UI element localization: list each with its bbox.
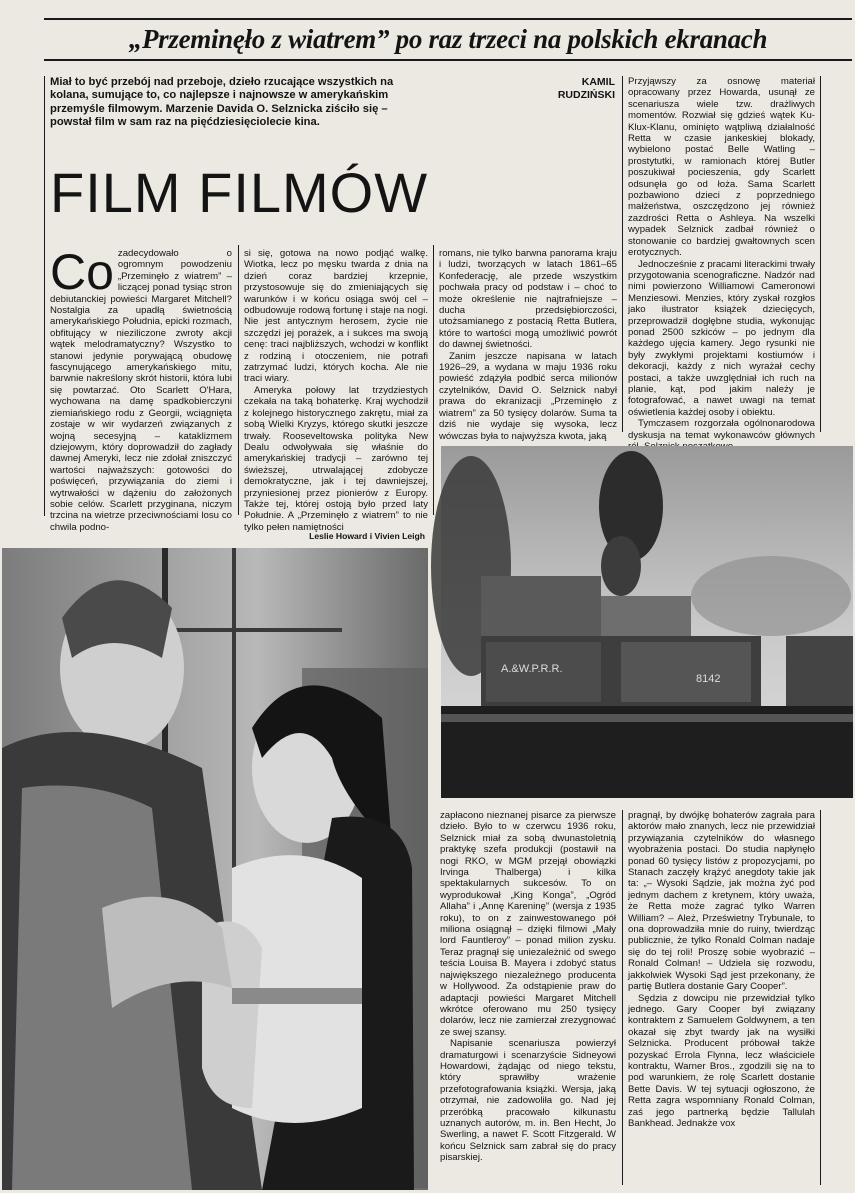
paragraph: zadecydowało o ogromnym powodzeniu „Przeminęło z wiatrem” – liczącej ponad tysiąc stron debiutanckiej powieści Margaret Mitchell? Nostalgia za upadłą świetnością amerykańskiego Południa, epicki rozmach, obfitujący w nieziliczone zwroty akcji wątek melodramatyczny? Wszystko to stanowi jedynie porywającą obudowę fascynującego amerykańskiego mitu, barwnie nakreślony skrót historii, która lubi się powtarzać. Oto Scarlett O'Hara, wychowana na damę spadkobierczyni ziemiańskiego rodu z Georgii, wciągnięta zostaje w wir wydarzeń związanych z wojną secesyjną – kataklizmem dziejowym, który doprowadził do zagłady dawnej Ameryki, lecz nie zdołał zniszczyć wartości najważszych: gotowości do poświęceń, przywiązania do ziemi i wytrwałości w dążeniu do założonych sobie celów. Scarlett przyginana, niczym trzcina na wietrze przeciwnościami losu co chwila podno- bbox=[50, 248, 232, 533]
paragraph: Napisanie scenariusza powierzył dramaturgowi i scenarzyście Sidneyowi Howardowi, żądając od niego tekstu, który sprawiłby wrażenie przefotografowania książki. Wersja, jaką otrzymał, nie zadowoliła go. Nad jej przeróbką pracowało kilkunastu uznanych autorów, m. in. Ben Hecht, Jo Swerling, a nawet F. Scott Fitzgerald. W końcu Selznick sam zabrał się do pracy pisarskiej. bbox=[440, 1038, 616, 1164]
couple-photo bbox=[2, 548, 428, 1190]
text-column-4 bbox=[628, 76, 815, 441]
text-column-6 bbox=[628, 810, 815, 1190]
lead-paragraph: Miał to być przebój nad przeboje, dzieło rzucające wszystkich na kolana, sumujące to, co najlepsze i najnowsze w amerykańskim przemyśle filmowym. Marzenie Davida O. Selznicka ziściło się – powstał film w sam raz na pięćdziesięciolecie kina. bbox=[50, 76, 394, 129]
paragraph: Przyjąwszy za osnowę materiał opracowany przez Howarda, usunął ze scenariusza wiele tzw. drażliwych momentów. Rozwiał się gdzieś wątek Ku-Klux-Klanu, ominięto wątpliwą działalność Retta w czasie jankeskiej blokady, wybielono postać Belle Watling – prostytutki, w ramionach której Butler poszukiwał pocieszenia, gdy Scarlett odsunęła go od łoża. Sama Scarlett pozbawiono dzieci z poprzedniego małżeństwa, oszczędzono jej również zazdrości Retta o Ashleya. Na wszelki wypadek Selznick zadbał również o stonowanie co bardziej gwałtownych scen erotycznych. bbox=[628, 76, 815, 259]
paragraph: si się, gotowa na nowo podjąć walkę. Wiotka, lecz po męsku twarda z dnia na dzień coraz bardziej krzepnie, przystosowuje się do zmieniających się warunków i w końcu osiąga swój cel – odbudowuje rodową fortunę i staje na nogi. Nie jest antycznym herosem, życie nie szczędzi jej porażek, a i sukces ma swoją cenę: traci najbliższych, wchodzi w konflikt z rodziną i otoczeniem, nie potrafi zatrzymać ludzi, których kocha. Ale nie traci wiary. bbox=[244, 248, 428, 385]
text-column-2 bbox=[244, 248, 428, 533]
paragraph: pragnął, by dwójkę bohaterów zagrała para aktorów mało znanych, lecz nie przewidział przywiązania czytelników do własnego wyobrażenia postaci. Do studia napłynęło ponad 60 tysięcy listów z propozycjami, po Stanach zaczęły krążyć anegdoty takie jak ta: „– Wysoki Sądzie, jak można żyć pod jednym dachem z kretynem, który uważa, że Retta może zagrać tylko Warren William? – Ależ, Prześwietny Trybunale, to ona doprowadziła mnie do ruiny, twierdząc publicznie, że tylko Ronald Colman nadaje się do tej roli! Proszę sobie wyobrazić – Ronald Colman! – Udziela się rozwodu, jakkolwiek Wysoki Sąd jest przekonany, że partię Butlera dostanie Gary Cooper”. bbox=[628, 810, 815, 993]
header-rule-bottom bbox=[44, 59, 852, 61]
train-photo bbox=[441, 446, 853, 798]
train-photo-label bbox=[441, 798, 442, 799]
column-rule-1 bbox=[238, 245, 239, 515]
text-column-1 bbox=[50, 244, 232, 533]
article-title: FILM FILMÓW bbox=[50, 161, 429, 224]
paragraph: Tymczasem rozgorzała ogólnonarodowa dyskusja na temat wykonawców głównych bbox=[628, 418, 815, 441]
author-last-name: RUDZIŃSKI bbox=[557, 89, 615, 101]
dropcap: Co bbox=[50, 244, 114, 300]
column-rule-right bbox=[820, 76, 821, 432]
train-marking-2: 8142 bbox=[696, 673, 721, 685]
column-rule-3 bbox=[622, 76, 623, 432]
column-rule-right-lower bbox=[820, 810, 821, 1185]
author-first-name: KAMIL bbox=[581, 76, 615, 88]
section-header: „Przeminęło z wiatrem” po raz trzeci na polskich ekranach bbox=[128, 24, 768, 54]
paragraph: Jednocześnie z pracami literackimi trwały przygotowania scenograficzne. Nadzór nad nimi powierzono Williamowi Cameronowi Menziesowi. Menzies, który zyskał rozgłos jako ilustrator książek dziecięcych, przeprowadził dogłębne studia, wykonując ponad 2500 szkiców – po jednym dla każdego ujęcia kamery. Jego rysunki nie były zwykłymi projektami kostiumów i dekoracji, każdy z nich wyrażał cechy postaci, a także uwzględniał ich ruch na planie, kąt, pod jakim należy je fotografować, a nawet uwagi na temat oświetlenia każdej osoby i obiektu. bbox=[628, 258, 815, 418]
train-marking-1: A.&W.P.R.R. bbox=[501, 663, 563, 675]
paragraph: Ameryka połowy lat trzydziestych czekała na taką bohaterkę. Kraj wychodził z kolejnego historycznego zakrętu, miał za sobą Wielki Kryzys, którego skutki jeszcze trwały. Rooseveltowska polityka New Dealu odwoływała się właśnie do amerykańskiej tradycji – zarówno tej świeższej, utrwalającej zdobycze demokratyczne, jak i tej dawniejszej, przyniesionej przez pionierów z Europy. Także tej, której ostoją było przed laty Południe. A „Przeminęło z wiatrem” to nie tylko pełen namiętności bbox=[244, 384, 428, 533]
column-rule-left bbox=[44, 76, 45, 516]
paragraph: romans, nie tylko barwna panorama kraju i ludzi, tworzących w latach 1861–65 Konfederację, ale przede wszystkim pochwała pracy od podstaw i – choć to może określenie nie najtrafniejsze – ducha przedsiębiorczości, utożsamianego z postacią Retta Butlera, które to wartości mogą umożliwić powrót do dawnej świetności. bbox=[439, 248, 617, 351]
paragraph: Sędzia z dowcipu nie przewidział tylko jednego. Gary Cooper był związany kontraktem z Samuelem Goldwynem, a ten okazał się zbyt twardy jak na wysiłki Selznicka. Producent próbował także pozyskać Errola Flynna, lecz właściciele kontraktu, Warner Bros., zgodzili się na to pod warunkiem, że rolę Scarlett dostanie Bette Davis. W tej sytuacji ogłoszono, że Retta zagra wspomniany Ronald Colman, zaś jego partnerką będzie Tallulah Bankhead. Jednakże vox bbox=[628, 992, 815, 1129]
photo-caption: Leslie Howard i Vivien Leigh bbox=[309, 531, 425, 541]
author-byline bbox=[520, 76, 615, 102]
column-rule-2 bbox=[433, 245, 434, 515]
paragraph: zapłacono nieznanej pisarce za pierwsze dzieło. Było to w czerwcu 1936 roku, Selznick miał za sobą dwunastoletnią praktykę szefa produkcji (postawił na nogi RKO, w MGM przejął obowiązki Irvinga Thalberga) i kilka spektakularnych sukcesów. To on wyprodukował „King Konga”, „Ogród Allaha” i „Annę Kareninę” (wersja z 1935 roku), to on z zainwestowanego pół miliona osiągnął – dzięki filmowi „Mały lord Fauntleroy” – ponad milion zysku. Teraz pragnął się uniezależnić od swego teścia Louisa B. Mayera i zdobyć status największego niezależnego producenta w Hollywood. Za odstąpienie praw do adaptacji powieści Margaret Mitchell wkrótce oferowano mu 250 tysięcy dolarów, lecz nie zamierzał zrezygnować ze swej szansy. bbox=[440, 810, 616, 1038]
paragraph: Zanim jeszcze napisana w latach 1926–29, a wydana w maju 1936 roku powieść zdążyła podbić serca milionów czytelników, David O. Selznick nabył prawa do ekranizacji „Przeminęło z wiatrem” za 50 tysięcy dolarów. Suma ta dziś nie wydaje się wysoka, lecz wówczas była to najwyższa kwota, jaką bbox=[439, 350, 617, 442]
column-rule-4 bbox=[622, 810, 623, 1185]
text-column-3 bbox=[439, 248, 617, 442]
text-column-5 bbox=[440, 810, 616, 1190]
